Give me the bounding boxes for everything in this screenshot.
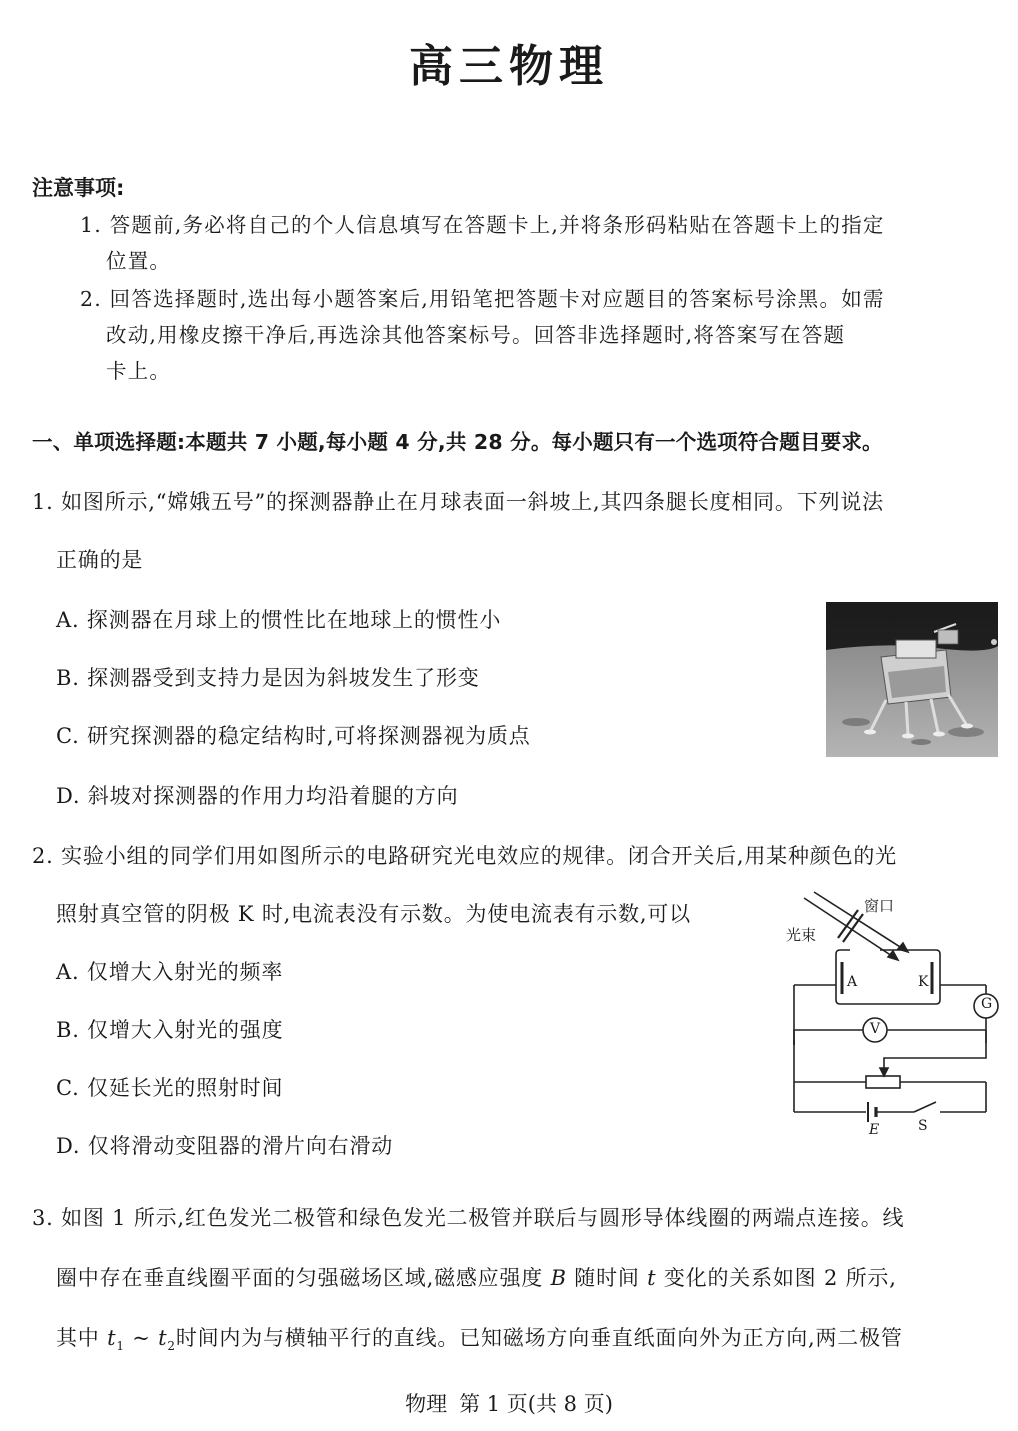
circuit-label-anode: A xyxy=(847,974,858,990)
page-title: 高三物理 xyxy=(409,41,609,92)
symbol-t: t xyxy=(647,1266,657,1290)
footer-page-number: 第 1 页(共 8 页) xyxy=(459,1392,613,1416)
question-1-option-d: D. 斜坡对探测器的作用力均沿着腿的方向 xyxy=(56,784,459,808)
question-3-stem-line-1: 3. 如图 1 所示,红色发光二极管和绿色发光二极管并联后与圆形导体线圈的两端点连接。线 xyxy=(32,1206,905,1230)
notice-item-1-line-2: 位置。 xyxy=(106,249,172,273)
question-3-stem-line-2: 圈中存在垂直线圈平面的匀强磁场区域,磁感应强度 B 随时间 t 变化的关系如图 2 所示, xyxy=(56,1266,897,1290)
switch-label: S xyxy=(918,1118,928,1134)
question-1-option-c: C. 研究探测器的稳定结构时,可将探测器视为质点 xyxy=(56,724,531,748)
question-3-stem-line-3: 其中 $t_1$ ~ $t_2$时间内为与横轴平行的直线。已知磁场方向垂直纸面向外为正方向,两二极管 xyxy=(56,1326,903,1354)
question-1-stem-line-2: 正确的是 xyxy=(56,548,144,572)
galvanometer-label: G xyxy=(981,996,993,1012)
section-heading: 一、单项选择题:本题共 7 小题,每小题 4 分,共 28 分。每小题只有一个选项符合题目要求。 xyxy=(32,430,883,454)
question-2-option-b: B. 仅增大入射光的强度 xyxy=(56,1018,284,1042)
question-2-stem-line-2: 照射真空管的阴极 K 时,电流表没有示数。为使电流表有示数,可以 xyxy=(56,902,691,926)
question-1-option-a: A. 探测器在月球上的惯性比在地球上的惯性小 xyxy=(56,608,502,632)
question-1-option-b: B. 探测器受到支持力是因为斜坡发生了形变 xyxy=(56,666,480,690)
voltmeter-label: V xyxy=(870,1021,881,1037)
notice-item-2-line-3: 卡上。 xyxy=(106,359,172,383)
question-2-stem-line-1: 2. 实验小组的同学们用如图所示的电路研究光电效应的规律。闭合开关后,用某种颜色的光 xyxy=(32,844,897,868)
circuit-label-window: 窗口 xyxy=(864,897,895,915)
page-footer xyxy=(0,1388,1018,1418)
footer-subject: 物理 xyxy=(405,1392,448,1416)
notice-item-2-line-2: 改动,用橡皮擦干净后,再选涂其他答案标号。回答非选择题时,将答案写在答题 xyxy=(106,323,846,347)
question-2-option-a: A. 仅增大入射光的频率 xyxy=(56,960,284,984)
lunar-probe-image xyxy=(826,602,998,757)
question-2-option-c: C. 仅延长光的照射时间 xyxy=(56,1076,284,1100)
symbol-b: B xyxy=(550,1266,567,1290)
circuit-lower-part xyxy=(780,1030,1000,1140)
notice-item-2-line-1: 2. 回答选择题时,选出每小题答案后,用铅笔把答题卡对应题目的答案标号涂黑。如需 xyxy=(80,287,885,311)
question-2-option-d: D. 仅将滑动变阻器的滑片向右滑动 xyxy=(56,1134,394,1158)
question-1-stem-line-1: 1. 如图所示,“嫦娥五号”的探测器静止在月球表面一斜坡上,其四条腿长度相同。下列说法 xyxy=(32,490,884,514)
battery-label: E xyxy=(869,1122,880,1138)
circuit-label-beam: 光束 xyxy=(786,926,817,944)
notice-heading: 注意事项: xyxy=(32,176,125,200)
notice-item-1-line-1: 1. 答题前,务必将自己的个人信息填写在答题卡上,并将条形码粘贴在答题卡上的指定 xyxy=(80,213,885,237)
circuit-label-cathode: K xyxy=(918,974,929,990)
